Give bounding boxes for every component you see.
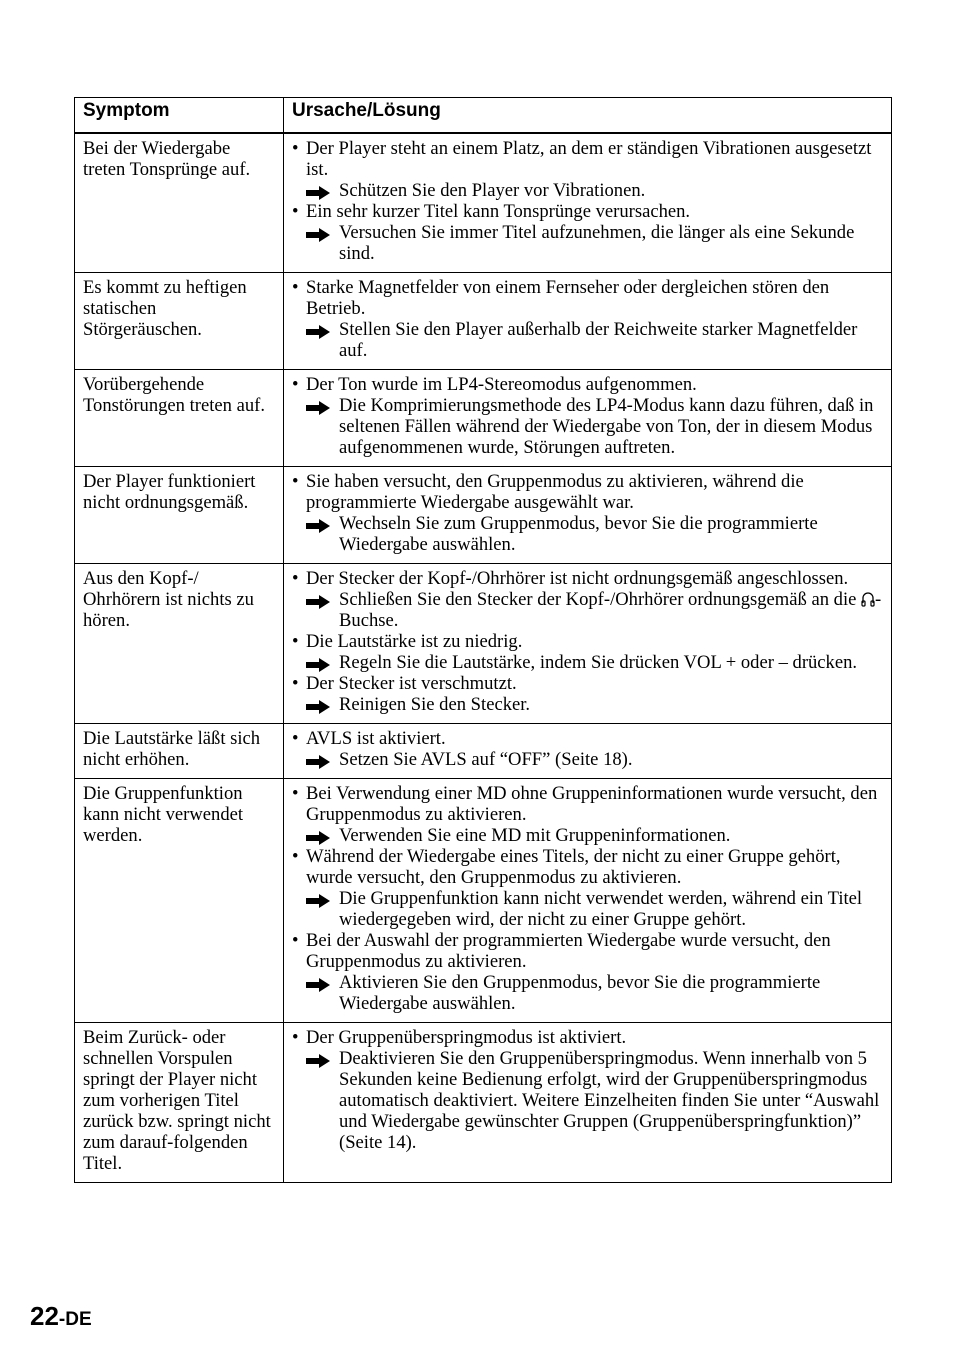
symptom-cell: Aus den Kopf-/ Ohrhörern ist nichts zu hören. [75,564,284,724]
cause-cell [284,564,892,724]
cause-bullet: • Die Lautstärke ist zu niedrig. [292,631,883,652]
cause-bullet: • Bei Verwendung einer MD ohne Gruppeninformationen wurde versucht, den Gruppenmodus zu aktivieren. [292,783,883,825]
table-header-row [75,98,892,134]
cause-cell [284,370,892,467]
table-row [75,133,892,273]
cause-bullet: • Der Stecker der Kopf-/Ohrhörer ist nicht ordnungsgemäß angeschlossen. [292,568,883,589]
solution-text-suffix: -Buchse. [339,589,882,631]
right-arrow-icon [306,892,330,906]
cause-cell [284,1023,892,1183]
right-arrow-icon [306,184,330,198]
troubleshooting-table [74,97,892,1183]
solution-line [292,888,883,930]
cause-bullet: • Der Gruppenüberspringmodus ist aktiviert. [292,1027,883,1048]
solution-line [292,694,883,715]
right-arrow-icon [306,656,330,670]
solution-line [292,180,883,201]
table-row [75,273,892,370]
cause-header: Ursache/Lösung [284,98,892,134]
symptom-cell: Der Player funktioniert nicht ordnungsgemäß. [75,467,284,564]
table-row [75,564,892,724]
cause-bullet: • Während der Wiedergabe eines Titels, der nicht zu einer Gruppe gehört, wurde versucht, den Gruppenmodus zu aktivieren. [292,846,883,888]
right-arrow-icon [306,976,330,990]
cause-bullet: • Bei der Auswahl der programmierten Wiedergabe wurde versucht, den Gruppenmodus zu aktivieren. [292,930,883,972]
solution-line [292,589,883,631]
cause-bullet: • Starke Magnetfelder von einem Fernseher oder dergleichen stören den Betrieb. [292,277,883,319]
solution-text: Verwenden Sie eine MD mit Gruppeninformationen. [339,825,731,846]
right-arrow-icon [306,698,330,712]
solution-text: Die Gruppenfunktion kann nicht verwendet werden, während ein Titel wiedergegeben wird, der nicht zu einer Gruppe gehört. [339,888,863,930]
right-arrow-icon [306,753,330,767]
cause-cell [284,779,892,1023]
symptom-cell: Die Gruppenfunktion kann nicht verwendet werden. [75,779,284,1023]
solution-text: Schließen Sie den Stecker der Kopf-/Ohrhörer ordnungsgemäß an die [339,589,862,610]
symptom-cell: Die Lautstärke läßt sich nicht erhöhen. [75,724,284,779]
table-row [75,779,892,1023]
solution-text: Wechseln Sie zum Gruppenmodus, bevor Sie die programmierte Wiedergabe auswählen. [339,513,818,555]
solution-line [292,513,883,555]
solution-text: Die Komprimierungsmethode des LP4-Modus kann dazu führen, daß in seltenen Fällen während der Wiedergabe von Ton, der in diesem Modus aufgenommenen wurde, Störungen auftreten. [339,395,874,458]
right-arrow-icon [306,226,330,240]
solution-line [292,972,883,1014]
cause-bullet: • AVLS ist aktiviert. [292,728,883,749]
right-arrow-icon [306,829,330,843]
cause-cell [284,724,892,779]
cause-bullet: • Der Ton wurde im LP4-Stereomodus aufgenommen. [292,374,883,395]
symptom-header: Symptom [75,98,284,134]
solution-text: Schützen Sie den Player vor Vibrationen. [339,180,646,201]
solution-line [292,1048,883,1153]
right-arrow-icon [306,399,330,413]
table-row [75,724,892,779]
symptom-cell: Vorübergehende Tonstörungen treten auf. [75,370,284,467]
table-row [75,1023,892,1183]
right-arrow-icon [306,1052,330,1066]
solution-line [292,222,883,264]
solution-line [292,395,883,458]
solution-text: Aktivieren Sie den Gruppenmodus, bevor Sie die programmierte Wiedergabe auswählen. [339,972,821,1014]
cause-cell [284,467,892,564]
page-number [30,1301,92,1332]
right-arrow-icon [306,323,330,337]
cause-bullet: • Der Stecker ist verschmutzt. [292,673,883,694]
solution-line [292,749,883,770]
table-row [75,370,892,467]
solution-text: Deaktivieren Sie den Gruppenüberspringmodus. Wenn innerhalb von 5 Sekunden keine Bedienung erfolgt, wird der Gruppenüberspringmodus automatisch deaktiviert. Weitere Einzelheiten finden Sie unter “Auswahl und Wiedergabe gewünschter Gruppen (Gruppenüberspringfunktion)” (Seite 14). [339,1048,880,1153]
right-arrow-icon [306,517,330,531]
right-arrow-icon [306,593,330,607]
page-number-suffix: -DE [58,1309,92,1330]
solution-text: Regeln Sie die Lautstärke, indem Sie drücken VOL + oder – drücken. [339,652,858,673]
headphone-icon [861,591,875,607]
solution-text: Reinigen Sie den Stecker. [339,694,531,715]
cause-bullet: • Der Player steht an einem Platz, an dem er ständigen Vibrationen ausgesetzt ist. [292,138,883,180]
table-body [75,133,892,1183]
table-row [75,467,892,564]
cause-cell [284,133,892,273]
solution-line [292,319,883,361]
symptom-cell: Beim Zurück- oder schnellen Vorspulen springt der Player nicht zum vorherigen Titel zurück bzw. springt nicht zum darauf-folgenden Titel. [75,1023,284,1183]
solution-line [292,825,883,846]
solution-line [292,652,883,673]
solution-text: Stellen Sie den Player außerhalb der Reichweite starker Magnetfelder auf. [339,319,858,361]
symptom-cell: Es kommt zu heftigen statischen Störgeräuschen. [75,273,284,370]
solution-text: Setzen Sie AVLS auf “OFF” (Seite 18). [339,749,633,770]
cause-bullet: • Ein sehr kurzer Titel kann Tonsprünge verursachen. [292,201,883,222]
cause-cell [284,273,892,370]
page-number-digits: 22 [30,1301,59,1331]
symptom-cell: Bei der Wiedergabe treten Tonsprünge auf. [75,133,284,273]
cause-bullet: • Sie haben versucht, den Gruppenmodus zu aktivieren, während die programmierte Wiedergabe ausgewählt war. [292,471,883,513]
solution-text: Versuchen Sie immer Titel aufzunehmen, die länger als eine Sekunde sind. [339,222,855,264]
